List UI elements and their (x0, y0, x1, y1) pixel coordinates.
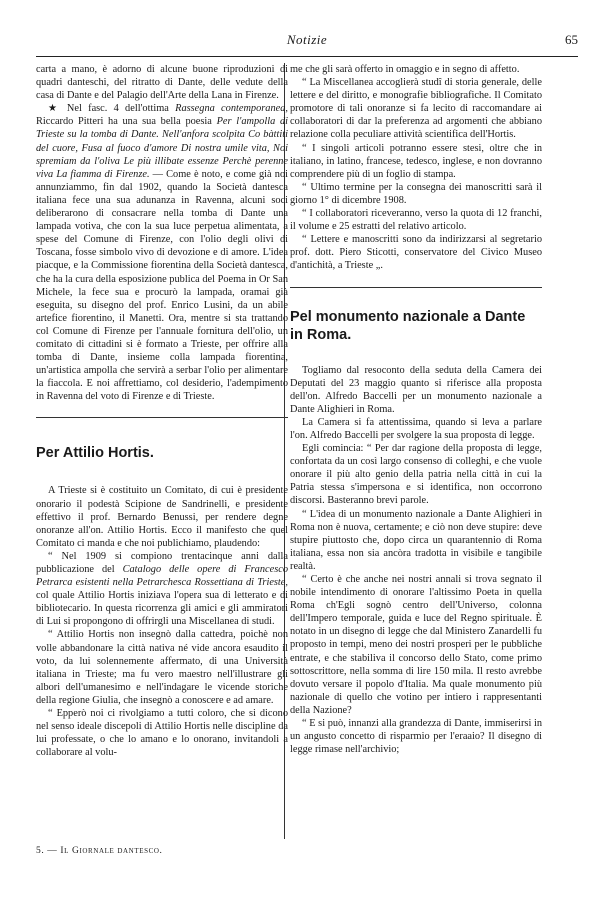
section-rule (290, 287, 542, 288)
rassegna-after-journal: , Riccardo Pitteri ha una sua bella poesia (36, 103, 288, 128)
section-rule (36, 417, 288, 418)
journal-title: Rassegna contemporanea (175, 103, 286, 115)
paragraph: “ L'idea di un monumento nazionale a Dante Alighieri in Roma non è nuova, certamente; e ciò non deve stupire: deve stupire piuttosto che, dopo circa un quarantennio di Roma italiana, essa non sia ancòra tradotta in visibile e tangibile realtà. (290, 508, 542, 572)
manifesto-lead: “ Nel 1909 si compiono trentacinque anni dalla pubblicazione del (36, 550, 288, 575)
paragraph: carta a mano, è adorno di alcune buone riproduzioni di quadri danteschi, del ritratto di Dante, delle vedute della casa di Dante e del Palagio dell'Arte della Lana in Firenze. (36, 64, 288, 102)
paragraph: “ I collaboratori riceveranno, verso la quota di 12 franchi, il volume e 25 estratti del relativo articolo. (290, 208, 542, 233)
rassegna-paragraph (36, 102, 288, 403)
paragraph: La Camera si fa attentissima, quando si leva a parlare l'on. Alfredo Baccelli per svolgere la sua proposta di legge. (290, 416, 542, 441)
running-header (36, 32, 578, 50)
page-footer (36, 846, 162, 856)
paragraph: Egli comincia: “ Per dar ragione della proposta di legge, confortata da un così largo consenso di colleghi, e che vuole onorare il più alto genio della patria nella città in cui la Patria stessa s'impersona e si identifica, non occorrono discorsi. Basteranno brevi parole. (290, 443, 542, 507)
poem-text: Per l'ampolla di Trieste su la tomba di Dante. Nell'anfora scolpita Co bàttiti del cuore, Fusa al fuoco d'amore Di nostra umile vita, Noi spremiam da l'oliva Le più illibate essenze Perchè perenne viva La fiamma di Firenze. (36, 116, 288, 180)
page-number: 65 (565, 32, 578, 47)
paragraph: “ Epperò noi ci rivolgiamo a tutti coloro, che si dicono nel senso ideale discepoli di Attilio Hortis nelle discipline da lui professate, o che lo amano e lo onorano, invitandoli a collaborare al volu- (36, 708, 288, 759)
footer-journal: Il Giornale dantesco. (60, 846, 163, 856)
catalogo-title: Catalogo delle opere di Francesco Petrarca esistenti nella Petrarchesca Rossettiana di Trieste (36, 564, 288, 589)
paragraph: A Trieste si è costituito un Comitato, di cui è presidente onorario il podestà Scipione de Sandrinelli, e presidente effettivo il prof. Bernardo Benussi, per rendere degne onoranze all'on. Attilio Hortis. Ecco il manifesto che quel Comitato ci manda e che noi publichiamo, plaudendo: (36, 485, 288, 549)
paragraph: “ La Miscellanea accoglierà studî di storia generale, delle lettere e del diritto, e monografie bibliografiche. Il Comitato promotore di tali onoranze si fa lecito di raccomandare ai collaboratori di dar la preferenza ad argomenti che abbiano relazione colla peculiare attività scientifica dell'Hortis. (290, 77, 542, 141)
paragraph: Togliamo dal resoconto della seduta della Camera dei Deputati del 23 maggio quanto si riferisce alla proposta dell'on. Alfredo Baccelli per un monumento nazionale a Dante Alighieri in Roma. (290, 364, 542, 415)
rassegna-tail: — Come è noto, e come già noi annunziammo, fin dal 1902, quando la Società dantesca italiana fece una sua adunanza in Ravenna, alcuni soci deliberarono di consacrare nella tomba di Dante una lampada votiva, che con la sua luce perpetua alimentata, a spese del Comune di Firenze, con l'olio degli olivi di Toscana, fosse simbolo vivo di devozione e di amore. L'idea piacque, e la Commissione fiorentina della Società dantesca, che ha la cura della esposizione publica del Poema in Or San Michele, la fece sua e procurò la lampada, oramai già eseguita, su disegno del prof. Enrico Lusini, da un abile artefice fiorentino, il Manetti. Ora, mentre si sta trattando col Comune di Firenze per l'annuale fornitura dell'olio, un comitato di cittadini si è formato a Trieste, per offrire alla tomba di Dante, insieme colla lampada fiorentina, un'artistica ampolla che servirà a serbar l'olio per alimentare la fiaccola. E noi affrettiamo, col desiderio, l'adempimento in Ravenna del voto di Firenze e di Trieste. (36, 168, 288, 403)
paragraph: “ Ultimo termine per la consegna dei manoscritti sarà il giorno 1° di dicembre 1908. (290, 181, 542, 206)
rassegna-lead: Nel fasc. 4 dell'ottima (60, 103, 176, 115)
left-column (36, 63, 288, 759)
section-title-hortis: Per Attilio Hortis. (36, 445, 154, 462)
paragraph: “ E si può, innanzi alla grandezza di Dante, immiserirsi in un angusto concetto di risparmio per l'eraaio? Il disegno di legge rimase nell'archivio; (290, 718, 542, 756)
star-icon: ★ (48, 103, 61, 115)
header-rule (36, 56, 578, 57)
manifesto-paragraph (36, 550, 288, 629)
header-title: Notizie (286, 32, 328, 47)
section-title-monumento: Pel monumento nazionale a Dante in Roma. (290, 308, 526, 343)
right-column (290, 63, 542, 756)
footer-signature: 5. — (36, 846, 58, 856)
paragraph: “ Lettere e manoscritti sono da indirizzarsi al segretario prof. dott. Piero Sticotti, conservatore del Civico Museo d'antichità, a Trieste „. (290, 234, 542, 272)
paragraph: “ I singoli articoli potranno essere stesi, oltre che in italiano, in latino, francese, tedesco, inglese, e non dovranno comprendere più di un foglio di stampa. (290, 142, 542, 180)
manifesto-tail: , col quale Attilio Hortis iniziava l'opera sua di letterato e di bibliotecario. In questa ricorrenza gli amici e gli ammiratori di Lui si propongono di offrirgli una Miscellanea di studi. (36, 577, 288, 628)
paragraph: “ Attilio Hortis non insegnò dalla cattedra, poichè non volle abbandonare la città nativa né vide ancora esaudito il voto, da lui solennemente affermato, di una Università italiana in Trieste; ma fu vero maestro nell'illustrare gli albori dell'umanesimo e nell'indagare le vicende storiche della regione Giulia, che insegnò a conoscere e ad amare. (36, 629, 288, 706)
paragraph: “ Certo è che anche nei nostri annali si trova segnato il nobile intendimento di onorare l'altissimo Poeta in quella Roma ch'Egli sognò centro dell'Universo, colonna dell'Impero temporale, guida e luce del Regno spirituale. È notato in un disegno di legge che dal Ministero Zanardelli fu proposto in tempi, meno dei nostri prosperi per le pubbliche entrate, e che stabiliva il concorso dello Stato, come primo sottoscrittore, nella somma di lire 150 mila. Il resto avrebbe dovuto versare il popolo d'Italia. Ma quale monumento più nazionale di quello che votino per intiero i rappresentanti della Nazione? (290, 574, 542, 716)
paragraph: me che gli sarà offerto in omaggio e in segno di affetto. (290, 64, 520, 75)
